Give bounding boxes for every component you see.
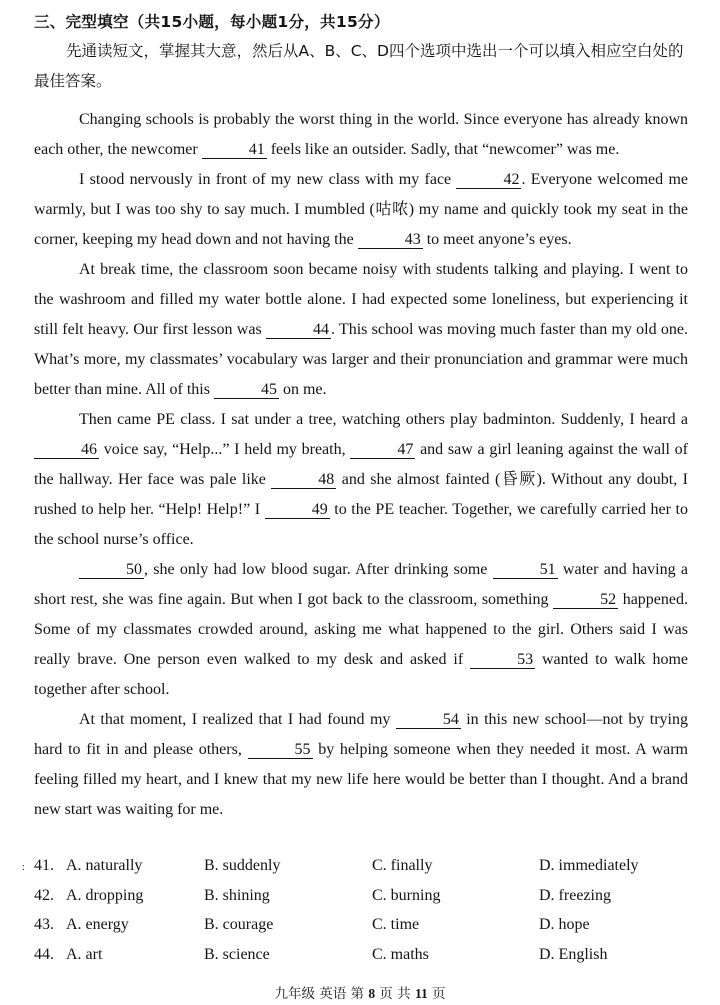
option-c: C. maths <box>372 945 429 963</box>
option-b: B. courage <box>204 916 274 933</box>
section-title: 三、完型填空（共15小题，每小题1分，共15分） <box>34 13 390 31</box>
blank-55: 55 <box>248 741 313 759</box>
option-c: C. time <box>372 916 420 933</box>
blank-42: 42 <box>456 171 521 189</box>
passage-text: . This school was moving much faster than my old one. What’s more, my classmates’ vocabulary was larger and their pronunciation and grammar were much better than mine. All of this <box>34 321 689 398</box>
blank-53: 53 <box>470 651 535 669</box>
blank-41: 41 <box>202 141 267 159</box>
passage-text: in this new school—not by trying hard to fit in and please others, <box>34 711 689 758</box>
passage-text: At break time, the classroom soon became noisy with students talking and playing. I went to the washroom and filled my water bottle alone. I had expected some loneliness, but experiencing it still felt heavy. Our first lesson was <box>34 261 688 338</box>
passage-text: I stood nervously in front of my new class with my face <box>79 171 457 188</box>
option-a: A. dropping <box>66 886 144 904</box>
passage-text: and she almost fainted (昏厥). Without any doubt, I rushed to help her. “Help! Help!” I <box>34 471 688 518</box>
footer-page-suffix: 页 <box>432 986 446 1002</box>
blank-48: 48 <box>271 471 336 489</box>
passage-text: water and having a short rest, she was fine again. But when I got back to the classroom, something <box>34 561 688 608</box>
passage-paragraph <box>34 405 688 555</box>
passage-text: voice say, “Help...” I held my breath, <box>99 441 351 458</box>
footer-page-prefix: 第 <box>350 986 365 1002</box>
blank-49: 49 <box>265 501 330 519</box>
passage-text: to meet anyone’s eyes. <box>422 231 572 248</box>
blank-51: 51 <box>493 561 558 579</box>
passage-text: Then came PE class. I sat under a tree, watching others play badminton. Suddenly, I heard a <box>79 411 688 428</box>
question-number: 42. <box>34 886 54 904</box>
section-instructions: 先通读短文，掌握其大意，然后从A、B、C、D四个选项中选出一个可以填入相应空白处的最佳答案。 <box>34 42 684 90</box>
cloze-passage <box>34 105 688 825</box>
passage-paragraph <box>34 255 688 405</box>
blank-45: 45 <box>214 381 279 399</box>
blank-47: 47 <box>350 441 415 459</box>
blank-50: 50 <box>79 561 144 579</box>
passage-text: wanted to walk home together after school. <box>34 651 688 698</box>
option-d: D. hope <box>539 916 590 933</box>
option-row <box>34 887 684 917</box>
blank-46: 46 <box>34 441 99 459</box>
footer-grade: 九年级 <box>274 986 315 1002</box>
passage-text: At that moment, I realized that I had found my <box>79 711 396 728</box>
passage-text: , she only had low blood sugar. After drinking some <box>144 561 493 578</box>
passage-text: and saw a girl leaning against the wall of the hallway. Her face was pale like <box>34 441 689 488</box>
passage-paragraph <box>34 705 688 825</box>
option-d: D. English <box>539 945 608 963</box>
footer-total-pages: 11 <box>414 986 428 1001</box>
passage-text: . Everyone welcomed me warmly, but I was too shy to say much. I mumbled (咕哝) my name and quickly took my seat in the corner, keeping my head down and not having the <box>34 171 688 248</box>
passage-text: to the PE teacher. Together, we carefully carried her to the school nurse’s office. <box>34 501 688 548</box>
option-row <box>34 857 684 887</box>
footer-subject: 英语 <box>319 986 347 1002</box>
footer-page-mid: 页 共 <box>379 986 411 1002</box>
option-c: C. burning <box>372 886 441 904</box>
option-b: B. suddenly <box>204 857 281 874</box>
blank-54: 54 <box>396 711 461 729</box>
option-c: C. finally <box>372 857 433 874</box>
question-number: 44. <box>34 945 54 963</box>
blank-52: 52 <box>553 591 618 609</box>
footer-page-number: 8 <box>368 986 376 1001</box>
question-number: 43. <box>34 916 54 933</box>
option-d: D. freezing <box>539 886 611 904</box>
option-a: A. art <box>66 945 103 963</box>
option-b: B. science <box>204 945 270 963</box>
option-a: A. naturally <box>66 857 143 874</box>
blank-44: 44 <box>266 321 331 339</box>
option-d: D. immediately <box>539 857 639 874</box>
option-row <box>34 916 684 946</box>
passage-text: on me. <box>278 381 327 398</box>
passage-paragraph <box>34 105 688 165</box>
page-footer <box>0 982 720 1002</box>
passage-text: happened. Some of my classmates crowded around, asking me what happened to the girl. Others said I was really brave. One person even walked to my desk and asked if <box>34 591 688 668</box>
blank-43: 43 <box>358 231 423 249</box>
passage-text: Changing schools is probably the worst thing in the world. Since everyone has already known each other, the newcomer <box>34 111 688 158</box>
passage-paragraph <box>34 165 688 255</box>
option-row <box>34 946 684 976</box>
passage-paragraph <box>34 555 688 705</box>
passage-text: feels like an outsider. Sadly, that “newcomer” was me. <box>266 141 620 158</box>
passage-text: by helping someone when they needed it most. A warm feeling filled my heart, and I knew that my new life here would be better than I thought. And a brand new start was waiting for me. <box>34 741 688 818</box>
margin-mark: : <box>22 862 25 873</box>
option-b: B. shining <box>204 886 270 904</box>
answer-options <box>34 857 684 975</box>
option-a: A. energy <box>66 916 129 933</box>
question-number: 41. <box>34 857 54 874</box>
